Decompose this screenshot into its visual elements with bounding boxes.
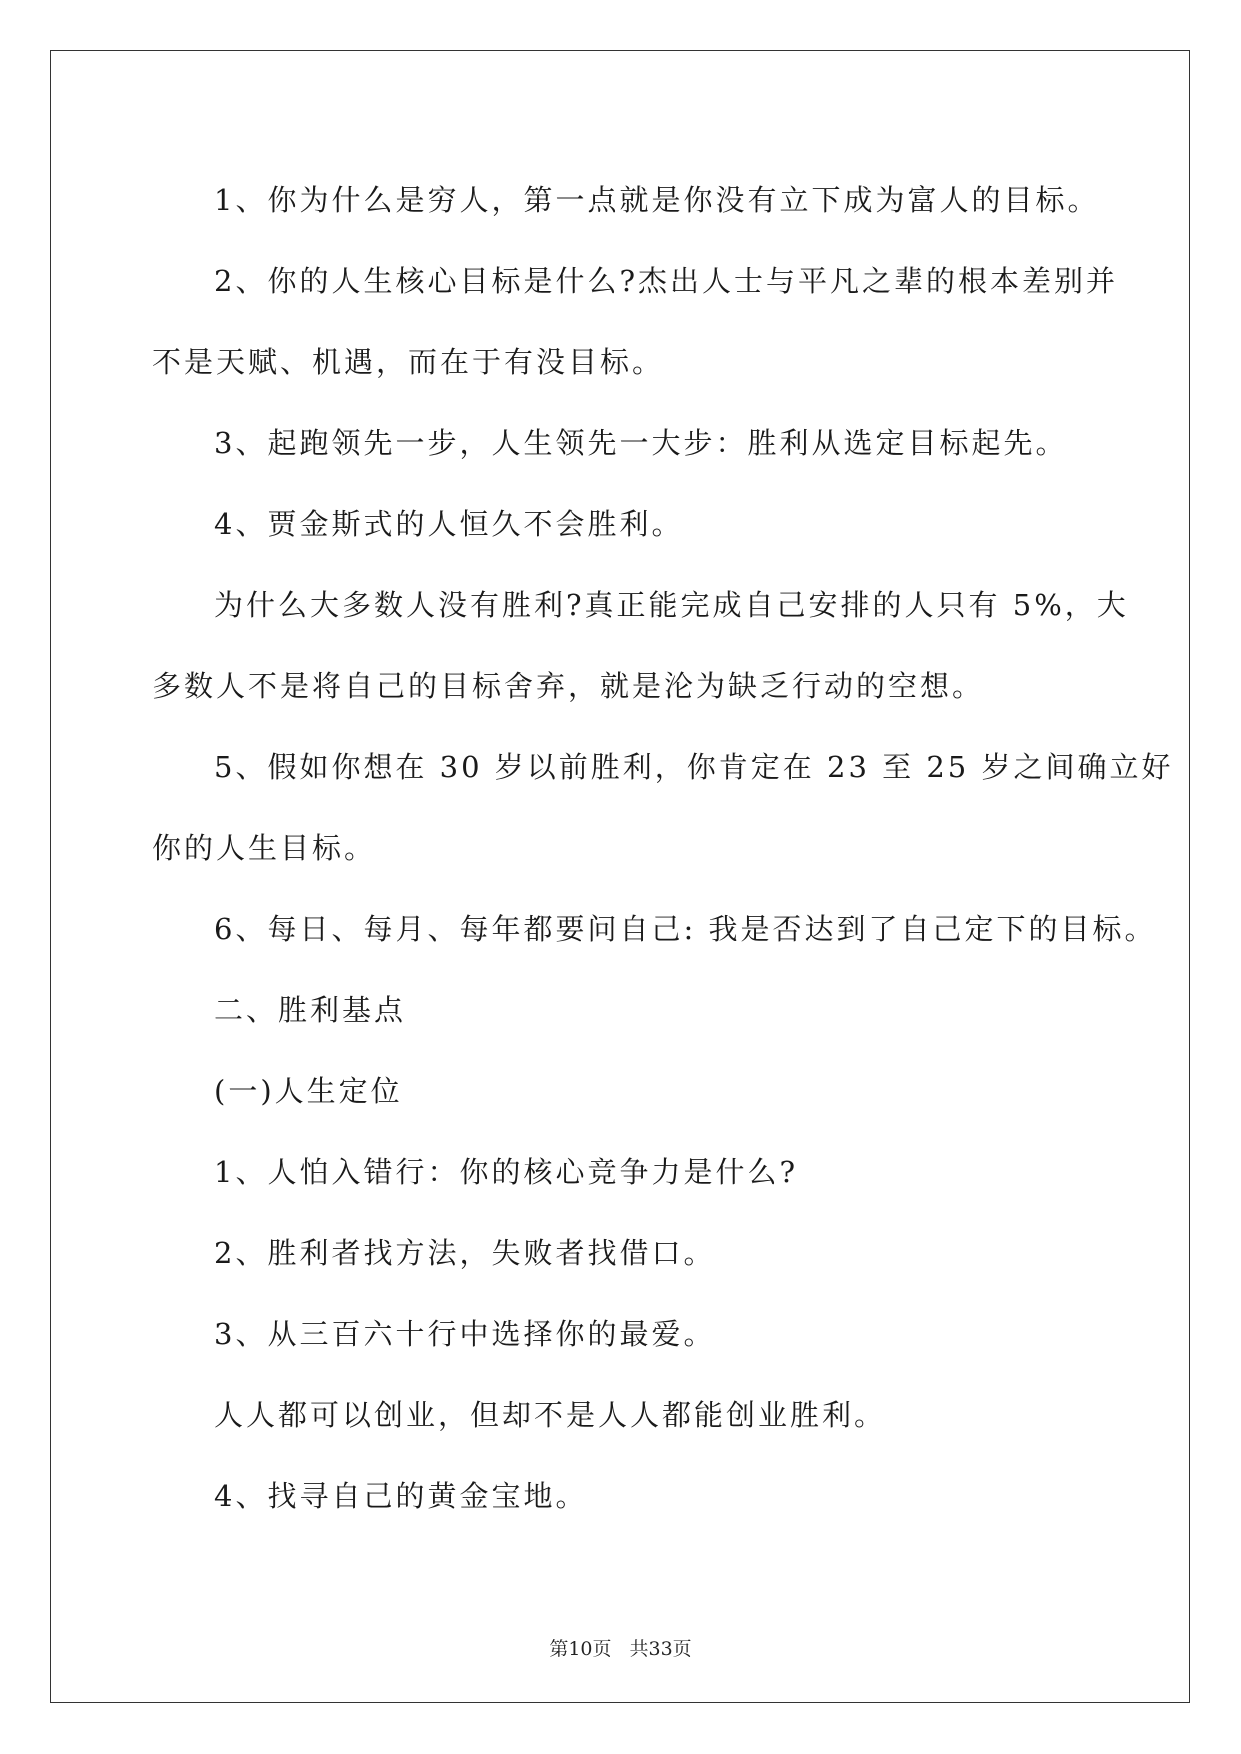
page-number: 第10页 bbox=[549, 1638, 612, 1660]
paragraph: 2、你的人生核心目标是什么?杰出人士与平凡之辈的根本差别并 bbox=[214, 264, 1118, 298]
paragraph: 你的人生目标。 bbox=[152, 831, 377, 865]
paragraph: 4、找寻自己的黄金宝地。 bbox=[214, 1479, 588, 1513]
paragraph: 为什么大多数人没有胜利?真正能完成自己安排的人只有 5%，大 bbox=[214, 588, 1129, 622]
paragraph: 1、你为什么是穷人，第一点就是你没有立下成为富人的目标。 bbox=[214, 183, 1100, 217]
page-total: 共33页 bbox=[629, 1638, 692, 1660]
paragraph: 3、从三百六十行中选择你的最爱。 bbox=[214, 1317, 716, 1351]
paragraph: 2、胜利者找方法，失败者找借口。 bbox=[214, 1236, 716, 1270]
paragraph: 不是天赋、机遇，而在于有没目标。 bbox=[152, 345, 665, 379]
paragraph: 3、起跑领先一步，人生领先一大步：胜利从选定目标起先。 bbox=[214, 426, 1068, 460]
paragraph: 人人都可以创业，但却不是人人都能创业胜利。 bbox=[214, 1398, 887, 1432]
section-heading: 二、胜利基点 bbox=[214, 993, 407, 1027]
paragraph: 4、贾金斯式的人恒久不会胜利。 bbox=[214, 507, 684, 541]
paragraph: 6、每日、每月、每年都要问自己: 我是否达到了自己定下的目标。 bbox=[214, 912, 1157, 946]
paragraph: 多数人不是将自己的目标舍弃，就是沦为缺乏行动的空想。 bbox=[152, 669, 985, 703]
paragraph: 1、人怕入错行：你的核心竞争力是什么? bbox=[214, 1155, 798, 1189]
page-footer bbox=[0, 1634, 1241, 1661]
subsection-heading: (一)人生定位 bbox=[214, 1074, 403, 1108]
document-body bbox=[152, 160, 1174, 1537]
paragraph: 5、假如你想在 30 岁以前胜利，你肯定在 23 至 25 岁之间确立好 bbox=[214, 750, 1174, 784]
